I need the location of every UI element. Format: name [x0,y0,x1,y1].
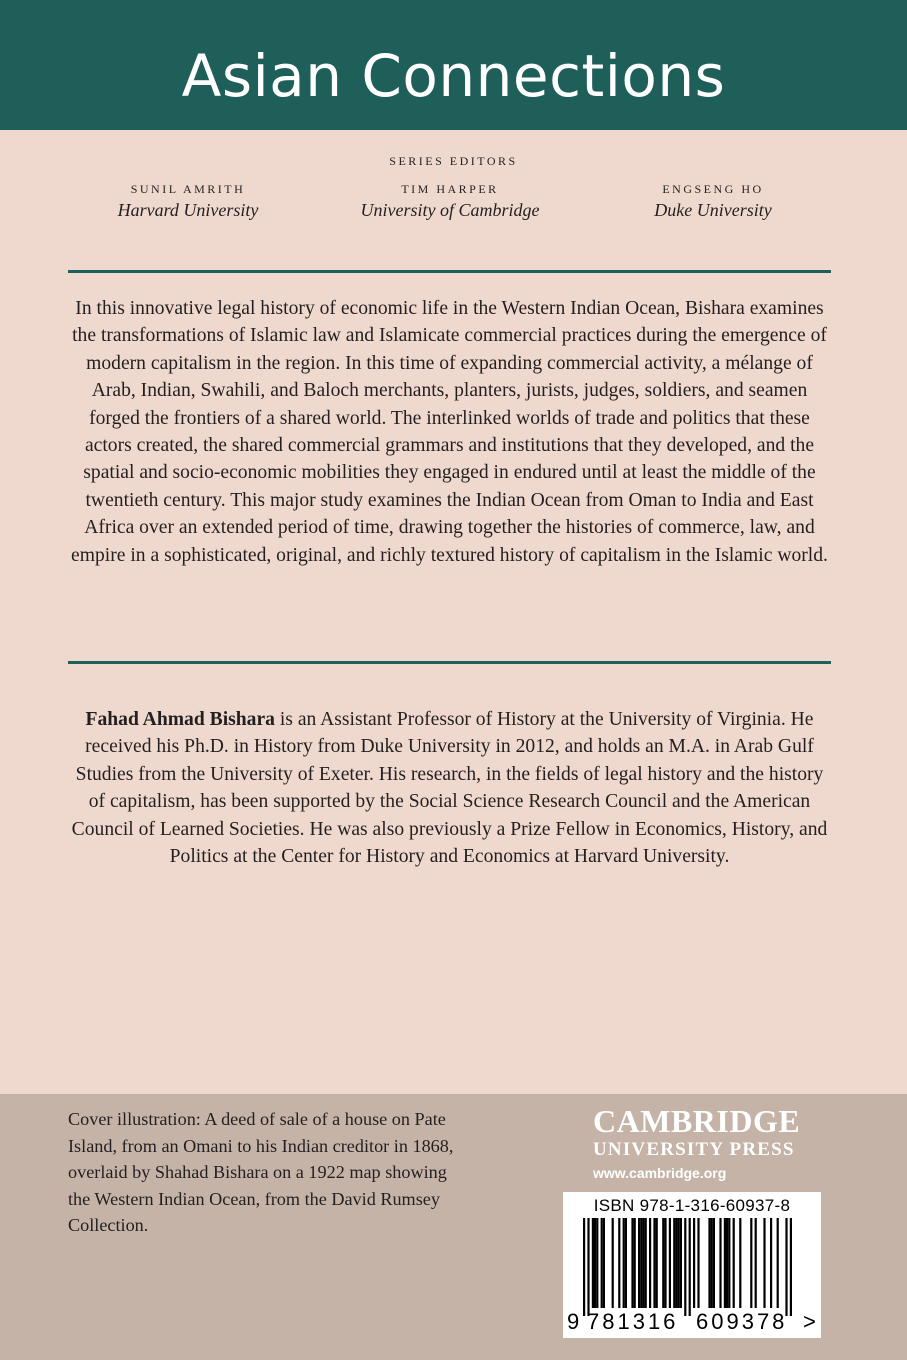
barcode-bar [612,1218,614,1308]
editor-name: TIM HARPER [401,182,499,196]
barcode-bar [618,1218,620,1308]
author-name: Fahad Ahmad Bishara [85,709,275,730]
barcode-bar [763,1218,765,1308]
editor-affiliation: Harvard University [117,200,259,220]
barcode-bar [697,1218,699,1308]
book-description: In this innovative legal history of economic life in the Western Indian Ocean, Bishara examines the transformations of Islamic law and Islamicate commercial practices during the emergence of modern capitalism in the region. In this time of expanding commercial activity, a mélange of Arab, Indian, Swahili, and Baloch merchants, planters, jurists, judges, soldiers, and seamen forged the frontiers of a shared world. The interlinked worlds of trade and politics that these actors created, the shared commercial grammars and institutions that they developed, and the spatial and socio-economic mobilities they engaged in endured until at least the middle of the twentieth century. This major study examines the Indian Ocean from Oman to India and East Africa over an extended period of time, drawing together the histories of commerce, law, and empire in a sophisticated, original, and richly textured history of capitalism in the Islamic world. [71,298,828,566]
editor-harper [330,181,570,223]
barcode-bar [638,1218,640,1308]
editor-name: ENGSENG HO [662,182,764,196]
barcode-bar [724,1218,726,1308]
editor-affiliation: Duke University [654,200,772,220]
barcode-bar [680,1218,682,1308]
barcode-digits [563,1309,821,1335]
barcode-bar [645,1218,647,1308]
barcode-bar [623,1218,625,1308]
barcode-bar [733,1218,735,1308]
barcode-bar [634,1218,636,1308]
barcode-arrow: > [803,1309,816,1334]
barcode-bar [739,1218,741,1308]
divider-top [68,270,831,273]
barcode-bar [693,1218,695,1308]
barcode-bar [785,1218,787,1316]
isbn-label: ISBN 978-1-316-60937-8 [593,1196,791,1215]
publisher-logo [593,1103,833,1185]
editor-ho [593,181,833,223]
editor-name: SUNIL AMRITH [130,182,246,196]
barcode-bar [656,1218,658,1308]
publisher-url: www.cambridge.org [593,1165,727,1181]
barcode-bar [640,1218,642,1308]
barcode-bar [592,1218,594,1308]
barcode-bar [583,1218,585,1316]
series-title: Asian Connections [181,42,726,110]
barcode-bar [708,1218,710,1308]
isbn-barcode [563,1192,821,1338]
barcode-bar [728,1218,730,1308]
barcode-bar [596,1218,598,1308]
author-bio-text: is an Assistant Professor of History at the University of Virginia. He received his Ph.D. in History from Duke University in 2012, and holds an M.A. in Arab Gulf Studies from the University of Exeter. His research, in the fields of legal history and the history of capitalism, has been supported by the Social Science Research Council and the American Council of Learned Societies. He was also previously a Prize Fellow in Economics, History, and Politics at the Center for History and Economics at Harvard University. [71,709,828,868]
barcode-bar [587,1218,589,1316]
barcode-bar [750,1218,752,1308]
barcode-bar [678,1218,680,1308]
barcode-bar [777,1218,779,1308]
barcode-bar [594,1218,596,1308]
barcode-bar [689,1218,691,1316]
barcode-bar [713,1218,715,1308]
barcode-bar [711,1218,713,1308]
barcode-bar [719,1218,721,1308]
editor-amrith [68,181,308,223]
barcode-digits-left: 781316 [587,1309,679,1334]
cover-illustration-credit: Cover illustration: A deed of sale of a house on Pate Island, from an Omani to his Indian creditor in 1868, overlaid by Shahad Bishara on a 1922 map showing the Western Indian Ocean, from the David Rumsey Collection. [68,1109,454,1236]
barcode-bar [664,1218,666,1308]
series-editors-label: SERIES EDITORS [389,154,518,168]
barcode-bar [673,1218,675,1308]
barcode-bar [675,1218,677,1308]
barcode-bar [662,1218,664,1308]
editor-affiliation: University of Cambridge [360,200,540,220]
barcode-bar [790,1218,792,1316]
barcode-digits-right: 609378 [696,1309,788,1334]
series-header-bar [0,0,907,130]
barcode-bar [649,1218,651,1308]
barcode-bar [653,1218,655,1308]
barcode-bar [603,1218,605,1308]
barcode-bar [726,1218,728,1308]
barcode-bar [642,1218,644,1308]
barcode-bar [601,1218,603,1308]
barcode-digit-first: 9 [567,1309,580,1334]
barcode-bar [755,1218,757,1308]
publisher-subtitle: UNIVERSITY PRESS [593,1139,795,1160]
barcode-bar [770,1218,772,1308]
publisher-name: CAMBRIDGE [593,1103,801,1139]
barcode-bar [684,1218,686,1316]
author-bio [68,706,831,870]
barcode-bar [625,1218,627,1308]
divider-bottom [68,661,831,664]
barcode-bar [631,1218,633,1308]
barcode-bar [669,1218,671,1308]
